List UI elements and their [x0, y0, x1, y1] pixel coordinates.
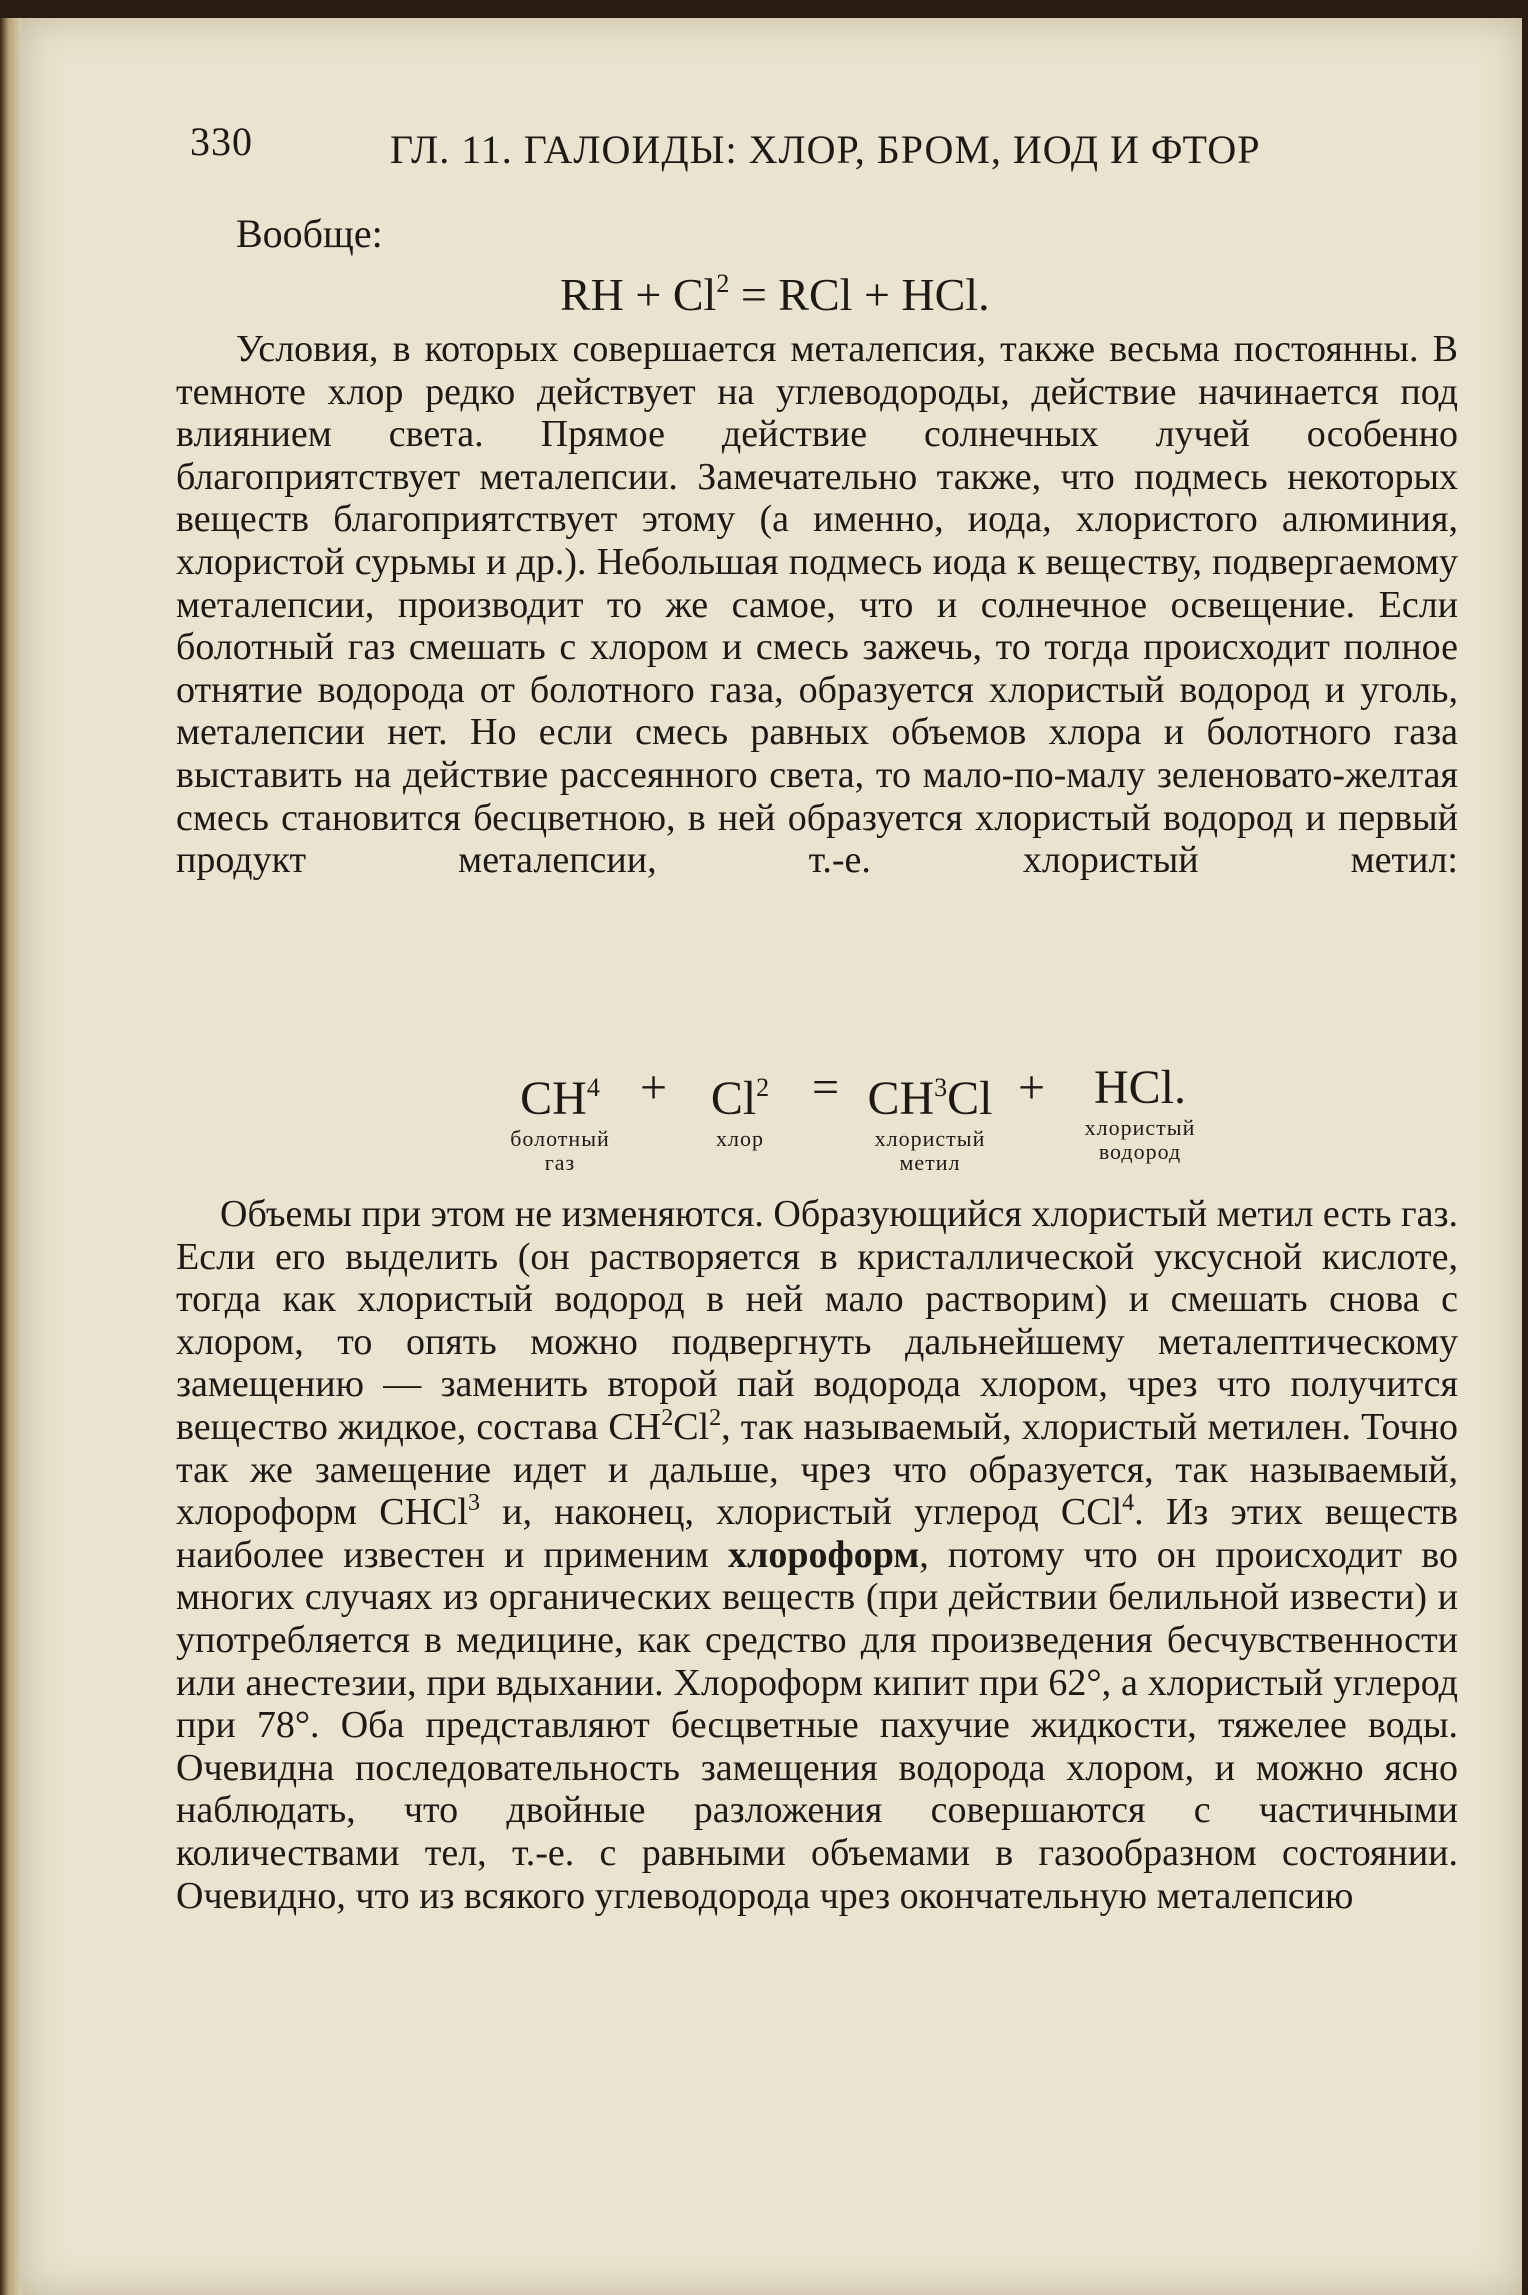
term-methyl-chloride-caption-1: хлористый [874, 1126, 986, 1151]
term-methane-caption-2: газ [544, 1150, 576, 1175]
term-methyl-chloride [850, 1060, 1010, 1175]
formula1-eq: = [740, 269, 767, 320]
paragraph-conditions: Условия, в которых совершается металепсия, также весьма постоянны. В темноте хлор редко действует на углеводороды, действие начинается под влиянием света. Прямое действие солнечных лучей особенно благоприятствует металепсии. Замечательно также, что подмесь некоторых веществ благоприятствует этому (а именно, иода, хлористого алюминия, хлористой сурьмы и др.). Небольшая подмесь иода к веществу, подвергаемому металепсии, производит то же самое, что и солнечное освещение. Если болотный газ смешать с хлором и смесь зажечь, то тогда происходит полное отнятие водорода от болотного газа, образуется хлористый водород и уголь, металепсии нет. Но если смесь равных объемов хлора и болотного газа выставить на действие рассеянного света, то мало-по-малу зеленовато-желтая смесь становится бесцветною, в ней образуется хлористый водород и первый продукт металепсии, т.-е. хлористый метил: [176, 328, 1458, 882]
formula1-d: HCl. [901, 269, 990, 320]
page-number: 330 [190, 119, 253, 164]
p2-part6: , потому что он происходит во многих случаях из органических веществ (при действии белильной извести) и употребляется в медицине, как средство для произведения бесчувственности или анестезии, при вдыхании. Хлороформ кипит при 62°, а хлористый углерод при 78°. Оба представляют бесцветные пахучие жидкости, тяжелее воды. Очевидна последовательность замещения водорода хлором, и можно ясно наблюдать, что двойные разложения совершаются с частичными количествами тел, т.-е. с равными объемами в газообразном состоянии. Очевидно, что из всякого углеводорода чрез окончательную металепсию [176, 1533, 1458, 1917]
term-hydrogen-chloride-caption-2: водород [1098, 1139, 1182, 1164]
term-hydrogen-chloride [1060, 1060, 1220, 1164]
term-chlorine [680, 1060, 800, 1151]
formula-methane-chlorination [490, 1060, 1210, 1190]
term-chlorine-caption: хлор [716, 1126, 764, 1151]
p2-part4: и, наконец, хлористый углерод CCl [479, 1491, 1123, 1534]
formula1-b: Cl [672, 269, 717, 320]
term-methane [490, 1060, 630, 1175]
p2-sup1: 2 [661, 1404, 674, 1431]
formula1-op2: + [863, 269, 890, 320]
p2-sup4: 4 [1122, 1490, 1135, 1517]
term-methane-formula: CH [520, 1072, 587, 1125]
plus-2: + [1018, 1061, 1046, 1114]
paragraph-volumes [176, 1193, 1458, 1917]
intro-text: Вообще: [236, 211, 383, 256]
term-methane-sup: 4 [586, 1073, 600, 1102]
p2-bold-chloroform: хлороформ [728, 1533, 920, 1576]
p2-part2: Cl [673, 1405, 710, 1448]
p2-sup2: 2 [709, 1404, 722, 1431]
term-chlorine-sup: 2 [756, 1073, 770, 1102]
running-title: ГЛ. 11. ГАЛОИДЫ: ХЛОР, БРОМ, ИОД И ФТОР [390, 127, 1261, 172]
p2-part5: . Из этих веществ наиболее известен и применим [176, 1491, 1458, 1576]
formula1-c: RCl [778, 269, 853, 320]
term-methyl-chloride-formula: CH [867, 1072, 935, 1125]
formula1-b-sup: 2 [716, 269, 730, 298]
formula1-op1: + [635, 269, 662, 320]
term-hydrogen-chloride-caption-1: хлористый [1084, 1115, 1196, 1140]
formula1-a: RH [560, 269, 624, 320]
plus-1: + [640, 1061, 668, 1114]
term-methyl-chloride-tail: Cl [947, 1072, 993, 1125]
p2-sup3: 3 [467, 1490, 480, 1517]
book-spine [0, 18, 22, 2295]
p2-part1: Объемы при этом не изменяются. Образующийся хлористый метил есть газ. Если его выделить (он растворяется в кристаллической уксусной кислоте, тогда как хлористый водород в ней мало растворим) и смешать снова с хлором, то опять можно подвергнуть дальнейшему металептическому замещению — заменить второй пай водорода хлором, чрез что получится вещество жидкое, состава CH [176, 1193, 1458, 1448]
term-chlorine-formula: Cl [710, 1072, 757, 1125]
term-methane-caption-1: болотный [510, 1126, 610, 1151]
p2-part3: , так называемый, хлористый метилен. Точно так же замещение идет и дальше, чрез что образуется, так называемый, хлороформ CHCl [176, 1405, 1458, 1534]
equals-sign: = [812, 1061, 840, 1114]
term-methyl-chloride-caption-2: метил [899, 1150, 961, 1175]
term-hydrogen-chloride-formula: HCl. [1093, 1061, 1186, 1114]
term-methyl-chloride-sup: 3 [934, 1073, 948, 1102]
page-header [190, 118, 1300, 178]
formula-general [560, 268, 990, 321]
